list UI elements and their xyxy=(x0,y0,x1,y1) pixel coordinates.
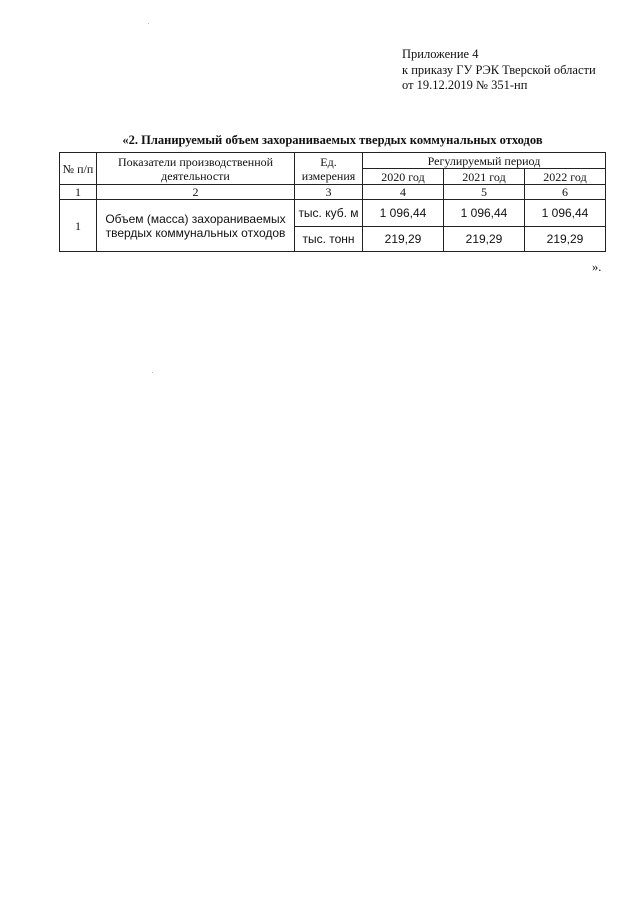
appendix-line-1: Приложение 4 xyxy=(402,47,479,61)
col-number: 5 xyxy=(444,185,525,200)
header-num: № п/п xyxy=(60,153,97,185)
scan-speck xyxy=(148,23,149,24)
closing-quote: ». xyxy=(592,260,602,274)
scan-speck xyxy=(152,372,153,373)
header-year-2022: 2022 год xyxy=(525,169,606,185)
appendix-header xyxy=(402,47,596,94)
waste-volume-table xyxy=(59,152,606,252)
col-number: 3 xyxy=(295,185,363,200)
value-cell: 1 096,44 xyxy=(363,200,444,227)
row-num: 1 xyxy=(60,200,97,252)
section-title: «2. Планируемый объем захораниваемых твердых коммунальных отходов xyxy=(122,133,543,147)
appendix-line-2: к приказу ГУ РЭК Тверской области xyxy=(402,62,596,77)
header-unit: Ед. измерения xyxy=(295,153,363,185)
column-numbers-row xyxy=(60,185,606,200)
value-cell: 1 096,44 xyxy=(525,200,606,227)
header-year-2020: 2020 год xyxy=(363,169,444,185)
header-year-2021: 2021 год xyxy=(444,169,525,185)
col-number: 4 xyxy=(363,185,444,200)
value-cell: 219,29 xyxy=(444,227,525,252)
value-cell: 219,29 xyxy=(363,227,444,252)
header-row xyxy=(60,153,606,169)
value-cell: 1 096,44 xyxy=(444,200,525,227)
col-number: 1 xyxy=(60,185,97,200)
col-number: 6 xyxy=(525,185,606,200)
appendix-line-3: от 19.12.2019 № 351-нп xyxy=(402,78,528,92)
table-row xyxy=(60,200,606,227)
header-indicators: Показатели производственной деятельности xyxy=(97,153,295,185)
unit-cell: тыс. куб. м xyxy=(295,200,363,227)
unit-cell: тыс. тонн xyxy=(295,227,363,252)
col-number: 2 xyxy=(97,185,295,200)
row-indicator: Объем (масса) захораниваемых твердых коммунальных отходов xyxy=(97,200,295,252)
value-cell: 219,29 xyxy=(525,227,606,252)
header-period: Регулируемый период xyxy=(363,153,606,169)
